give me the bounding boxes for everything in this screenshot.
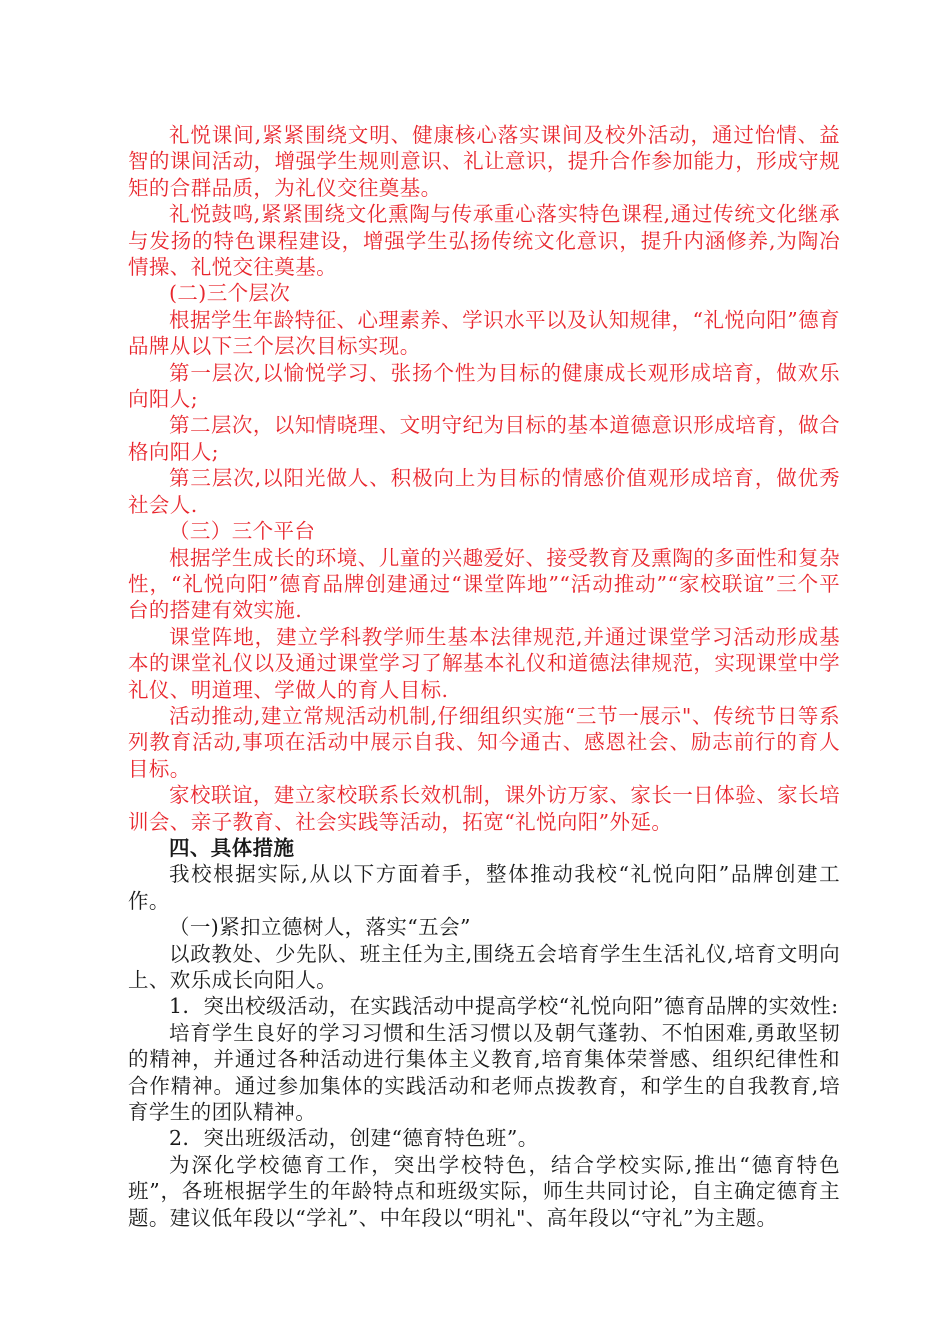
paragraph-measures-intro: 我校根据实际,从以下方面着手，整体推动我校“礼悦向阳”品牌创建工作。 <box>128 862 840 913</box>
paragraph-home-school-platform: 家校联谊，建立家校联系长效机制，课外访万家、家长一日体验、家长培训会、亲子教育、社会实践等活动，拓宽“礼悦向阳”外延。 <box>128 783 840 834</box>
paragraph-five-skills: 以政教处、少先队、班主任为主,围绕五会培育学生生活礼仪,培育文明向上、欢乐成长向阳人。 <box>128 941 840 992</box>
subheading-three-levels: (二)三个层次 <box>169 281 291 306</box>
paragraph-platforms-intro: 根据学生成长的环境、儿童的兴趣爱好、接受教育及熏陶的多面性和复杂性，“礼悦向阳”德育品牌创建通过“课堂阵地”“活动推动”“家校联谊”三个平台的搭建有效实施. <box>128 545 840 623</box>
paragraph-liyue-guming: 礼悦鼓鸣,紧紧围绕文化熏陶与传承重心落实特色课程,通过传统文化继承与发扬的特色课程建设，增强学生弘扬传统文化意识，提升内涵修养,为陶冶情操、礼悦交往奠基。 <box>128 202 840 280</box>
paragraph-class-activities: 为深化学校德育工作，突出学校特色，结合学校实际,推出“德育特色班”，各班根据学生的年龄特点和班级实际，师生共同讨论，自主确定德育主题。建议低年段以“学礼”、中年段以“明礼"、高年段以“守礼”为主题。 <box>128 1152 840 1230</box>
item-school-activities: 1．突出校级活动，在实践活动中提高学校“礼悦向阳”德育品牌的实效性: <box>169 994 839 1019</box>
paragraph-levels-intro: 根据学生年龄特征、心理素养、学识水平以及认知规律，“礼悦向阳”德育品牌从以下三个层次目标实现。 <box>128 307 840 359</box>
paragraph-classroom-platform: 课堂阵地，建立学科教学师生基本法律规范,并通过课堂学习活动形成基本的课堂礼仪以及通过课堂学习了解基本礼仪和道德法律规范，实现课堂中学礼仪、明道理、学做人的育人目标. <box>128 624 840 702</box>
subheading-five-skills: （一)紧扣立德树人，落实“五会” <box>169 915 471 940</box>
paragraph-level-two: 第二层次，以知情晓理、文明守纪为目标的基本道德意识形成培育，做合格向阳人; <box>128 413 840 464</box>
paragraph-level-one: 第一层次,以愉悦学习、张扬个性为目标的健康成长观形成培育，做欢乐向阳人; <box>128 360 840 412</box>
paragraph-level-three: 第三层次,以阳光做人、积极向上为目标的情感价值观形成培育，做优秀社会人. <box>128 466 840 517</box>
paragraph-school-activities: 培育学生良好的学习习惯和生活习惯以及朝气蓬勃、不怕困难,勇敢坚韧的精神，并通过各种活动进行集体主义教育,培育集体荣誉感、组织纪律性和合作精神。通过参加集体的实践活动和老师点拨教育，和学生的自我教育,培育学生的团队精神。 <box>128 1020 840 1125</box>
section-heading-measures: 四、具体措施 <box>169 835 295 860</box>
document-body <box>128 122 840 1231</box>
paragraph-activity-platform: 活动推动,建立常规活动机制,仔细组织实施“三节一展示"、传统节日等系列教育活动,事项在活动中展示自我、知今通古、感恩社会、励志前行的育人目标。 <box>128 703 840 781</box>
paragraph-liyue-kejian: 礼悦课间,紧紧围绕文明、健康核心落实课间及校外活动，通过怡情、益智的课间活动，增强学生规则意识、礼让意识，提升合作参加能力，形成守规矩的合群品质，为礼仪交往奠基。 <box>128 123 840 200</box>
subheading-three-platforms: （三）三个平台 <box>169 519 316 544</box>
item-class-activities: 2．突出班级活动，创建“德育特色班”。 <box>169 1126 539 1151</box>
